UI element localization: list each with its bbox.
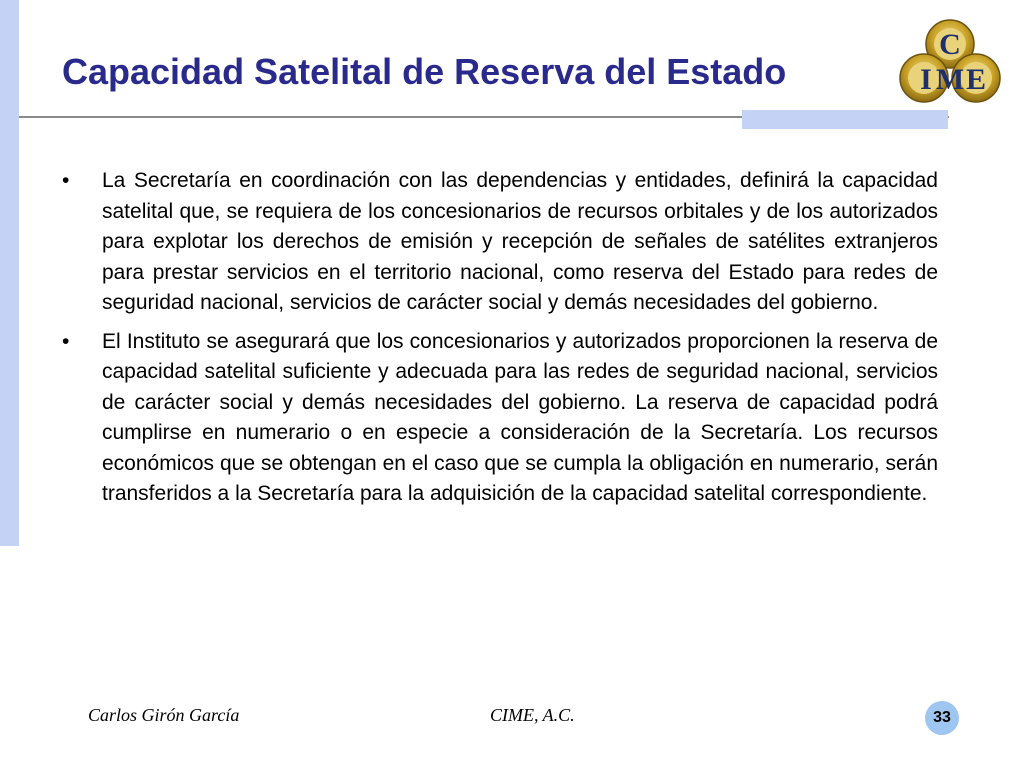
page-number-badge: 33 xyxy=(925,701,959,735)
logo-letter-m: M xyxy=(935,63,965,96)
logo-letter-i: I xyxy=(920,63,932,96)
bullet-item xyxy=(62,327,938,510)
left-accent-bar xyxy=(0,0,19,546)
logo-letter-e: E xyxy=(965,63,987,96)
bullet-item xyxy=(62,166,938,319)
bullet-icon: • xyxy=(62,169,70,192)
slide-title: Capacidad Satelital de Reserva del Estado xyxy=(62,51,787,92)
title-accent-bar xyxy=(742,110,948,129)
cime-logo xyxy=(898,18,1002,110)
bullet-text: La Secretaría en coordinación con las dependencias y entidades, definirá la capacidad satelital que, se requiera de los concesionarios de recursos orbitales y de los autorizados para explotar los derechos de emisión y recepción de señales de satélites extranjeros para prestar servicios en el territorio nacional, como reserva del Estado para redes de seguridad nacional, servicios de carácter social y demás necesidades del gobierno. xyxy=(102,169,938,314)
footer-organization: CIME, A.C. xyxy=(490,705,575,725)
footer-author: Carlos Girón García xyxy=(88,705,240,725)
bullet-text: El Instituto se asegurará que los concesionarios y autorizados proporcionen la reserva de capacidad satelital suficiente y adecuada para las redes de seguridad nacional, servicios de carácter social y demás necesidades del gobierno. La reserva de capacidad podrá cumplirse en numerario o en especie a consideración de la Secretaría. Los recursos económicos que se obtengan en el caso que se cumpla la obligación en numerario, serán transferidos a la Secretaría para la adquisición de la capacidad satelital correspondiente. xyxy=(102,329,938,505)
logo-letter-c: C xyxy=(939,28,961,61)
bullet-list xyxy=(62,166,938,518)
bullet-icon: • xyxy=(62,329,70,353)
